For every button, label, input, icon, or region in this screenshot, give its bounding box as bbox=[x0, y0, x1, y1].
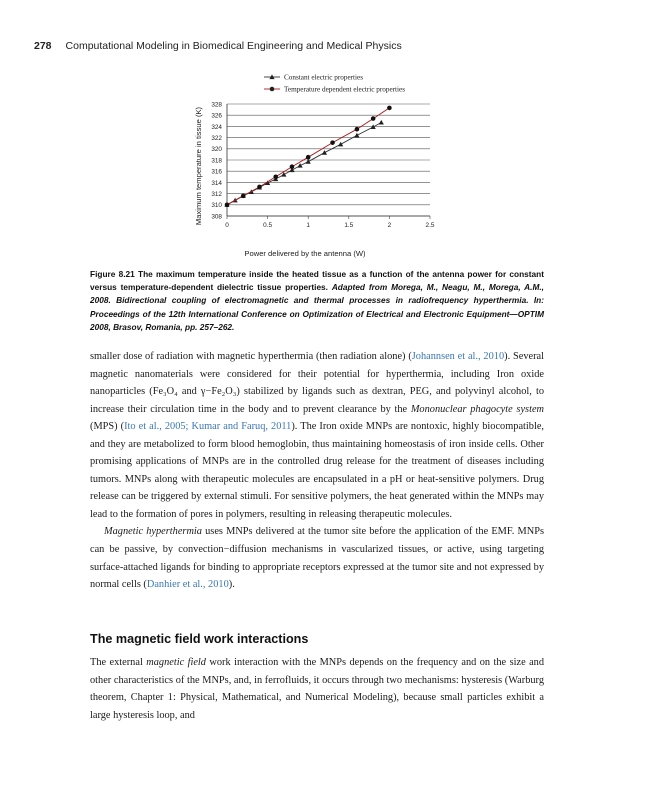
data-point-triangle bbox=[297, 163, 302, 168]
data-point-circle bbox=[355, 127, 360, 132]
data-point-triangle bbox=[379, 120, 384, 125]
y-tick-label: 314 bbox=[211, 179, 222, 187]
y-tick-label: 312 bbox=[211, 191, 222, 198]
term-italic: magnetic field bbox=[146, 657, 206, 668]
text-run: ). Several magnetic nanomaterials were considered for their potential for hyperthermia, including Iron oxide nanoparticles (Fe₃O₄ and γ−Fe₂O₃) stabilized by ligands such as dextran, PEG, and polyvinyl alcohol, to increase their circulation time in the body and to prevent clearance by the bbox=[90, 351, 544, 415]
text-run: The external bbox=[90, 657, 147, 668]
chart-legend bbox=[264, 74, 405, 94]
y-tick-label: 326 bbox=[211, 112, 222, 120]
body-text-bottom bbox=[90, 654, 544, 724]
x-tick-label: 0 bbox=[225, 222, 229, 229]
y-tick-label: 310 bbox=[211, 202, 222, 210]
citation-link[interactable]: Johannsen et al., 2010 bbox=[411, 351, 505, 362]
data-point-circle bbox=[225, 203, 230, 208]
caption-lead: Figure 8.21 The maximum temperature inside the heated tissue as a function of the antenna power for constant versus temperature-dependent dielectric tissue properties. bbox=[90, 269, 544, 293]
y-tick-label: 324 bbox=[211, 123, 222, 131]
data-point-circle bbox=[330, 140, 335, 145]
text-run: work interaction with the MNPs depends on the frequency and on the size and other characteristics of the MNPs, and, in ferrofluids, it occurs through two mechanisms: hysteresis (Warburg theorem, Chapter 1: Physical, Mathematical, and Numerical Modeling), because small particles exhibit a large hysteresis loop, and bbox=[90, 657, 545, 721]
data-point-triangle bbox=[354, 133, 359, 138]
y-tick-label: 322 bbox=[211, 135, 222, 142]
x-tick-label: 1 bbox=[306, 222, 310, 229]
text-run: ). bbox=[228, 579, 235, 591]
data-point-circle bbox=[387, 106, 392, 111]
paragraph-3 bbox=[90, 654, 544, 724]
term-italic: Mononuclear phagocyte system bbox=[410, 403, 545, 415]
citation-link[interactable]: Ito et al., 2005; Kumar and Faruq, 2011 bbox=[124, 421, 292, 433]
text-run: uses MNPs delivered at the tumor site before the application of the EMF. MNPs can be passive, by convection−diffusion mechanisms in vascularized tissues, or active, using targeting surface-attached ligands for binding to appropriate receptors expressed at the tumor site and not expressed by normal cells ( bbox=[90, 526, 544, 591]
chart-axes bbox=[211, 101, 435, 229]
legend-label: Temperature dependent electric properties bbox=[284, 85, 406, 94]
y-tick-label: 318 bbox=[211, 157, 222, 165]
legend-label: Constant electric properties bbox=[284, 73, 364, 82]
data-point-circle bbox=[290, 164, 295, 169]
data-point-circle bbox=[371, 116, 376, 121]
data-point-triangle bbox=[322, 150, 327, 155]
term-italic: Magnetic hyperthermia bbox=[104, 526, 202, 538]
data-point-circle bbox=[270, 87, 275, 92]
x-axis-label: Power delivered by the antenna (W) bbox=[244, 249, 366, 258]
caption-source: Adapted from Morega, M., Neagu, M., Morega, A.M., 2008. Bidirectional coupling of electromagnetic and thermal processes in radiofrequency hyperthermia. In: Proceedings of the 12th International Conference on Optimization of Electrical and Electronic Equipment—OPTIM 2008, Brasov, Romania, pp. 257–262. bbox=[90, 282, 544, 332]
data-point-triangle bbox=[338, 142, 343, 147]
text-run: smaller dose of radiation with magnetic hyperthermia (then radiation alone) ( bbox=[90, 351, 412, 362]
y-tick-label: 320 bbox=[211, 146, 222, 154]
y-axis-label: Maximum temperature in tissue (K) bbox=[194, 106, 203, 226]
data-point-triangle bbox=[371, 124, 376, 129]
y-tick-label: 328 bbox=[211, 101, 222, 109]
x-tick-label: 2.5 bbox=[425, 222, 435, 229]
x-tick-label: 2 bbox=[387, 222, 392, 229]
paragraph-1 bbox=[90, 348, 544, 523]
paragraph-2 bbox=[90, 523, 544, 593]
citation-link[interactable]: Danhier et al., 2010 bbox=[146, 579, 229, 591]
temperature-power-chart bbox=[180, 68, 450, 263]
body-text-top bbox=[90, 348, 544, 594]
section-heading: The magnetic field work interactions bbox=[90, 632, 309, 646]
page-number: 278 bbox=[34, 40, 52, 52]
figure-caption bbox=[90, 268, 544, 334]
text-run: ). The Iron oxide MNPs are nontoxic, highly biocompatible, and they are metabolized to form blood hemoglobin, thus maintaining homeostasis of iron inside cells. Other promising applications of MNPs are in the controlled drug release for the treatment of diseases including tumors. MNPs along with therapeutic molecules are encapsulated in a pH or heat-sensitive polymers. Drug release can be triggered by external stimuli. For sensitive polymers, the heat generated within the MNPs may lead to the formation of pores in polymers, resulting in releasing therapeutic molecules. bbox=[90, 421, 545, 520]
y-tick-label: 308 bbox=[211, 213, 222, 221]
data-point-circle bbox=[273, 175, 278, 180]
text-run: (MPS) ( bbox=[90, 421, 125, 433]
figure-8-21 bbox=[180, 68, 450, 263]
x-tick-label: 1.5 bbox=[344, 222, 354, 229]
running-title: Computational Modeling in Biomedical Engineering and Medical Physics bbox=[65, 40, 402, 52]
data-point-circle bbox=[257, 185, 262, 190]
running-header bbox=[34, 40, 402, 52]
data-point-circle bbox=[306, 155, 311, 160]
chart-grid bbox=[227, 104, 430, 216]
y-tick-label: 316 bbox=[211, 168, 222, 176]
x-tick-label: 0.5 bbox=[263, 222, 273, 229]
chart-series bbox=[224, 106, 391, 207]
data-point-circle bbox=[241, 194, 246, 199]
